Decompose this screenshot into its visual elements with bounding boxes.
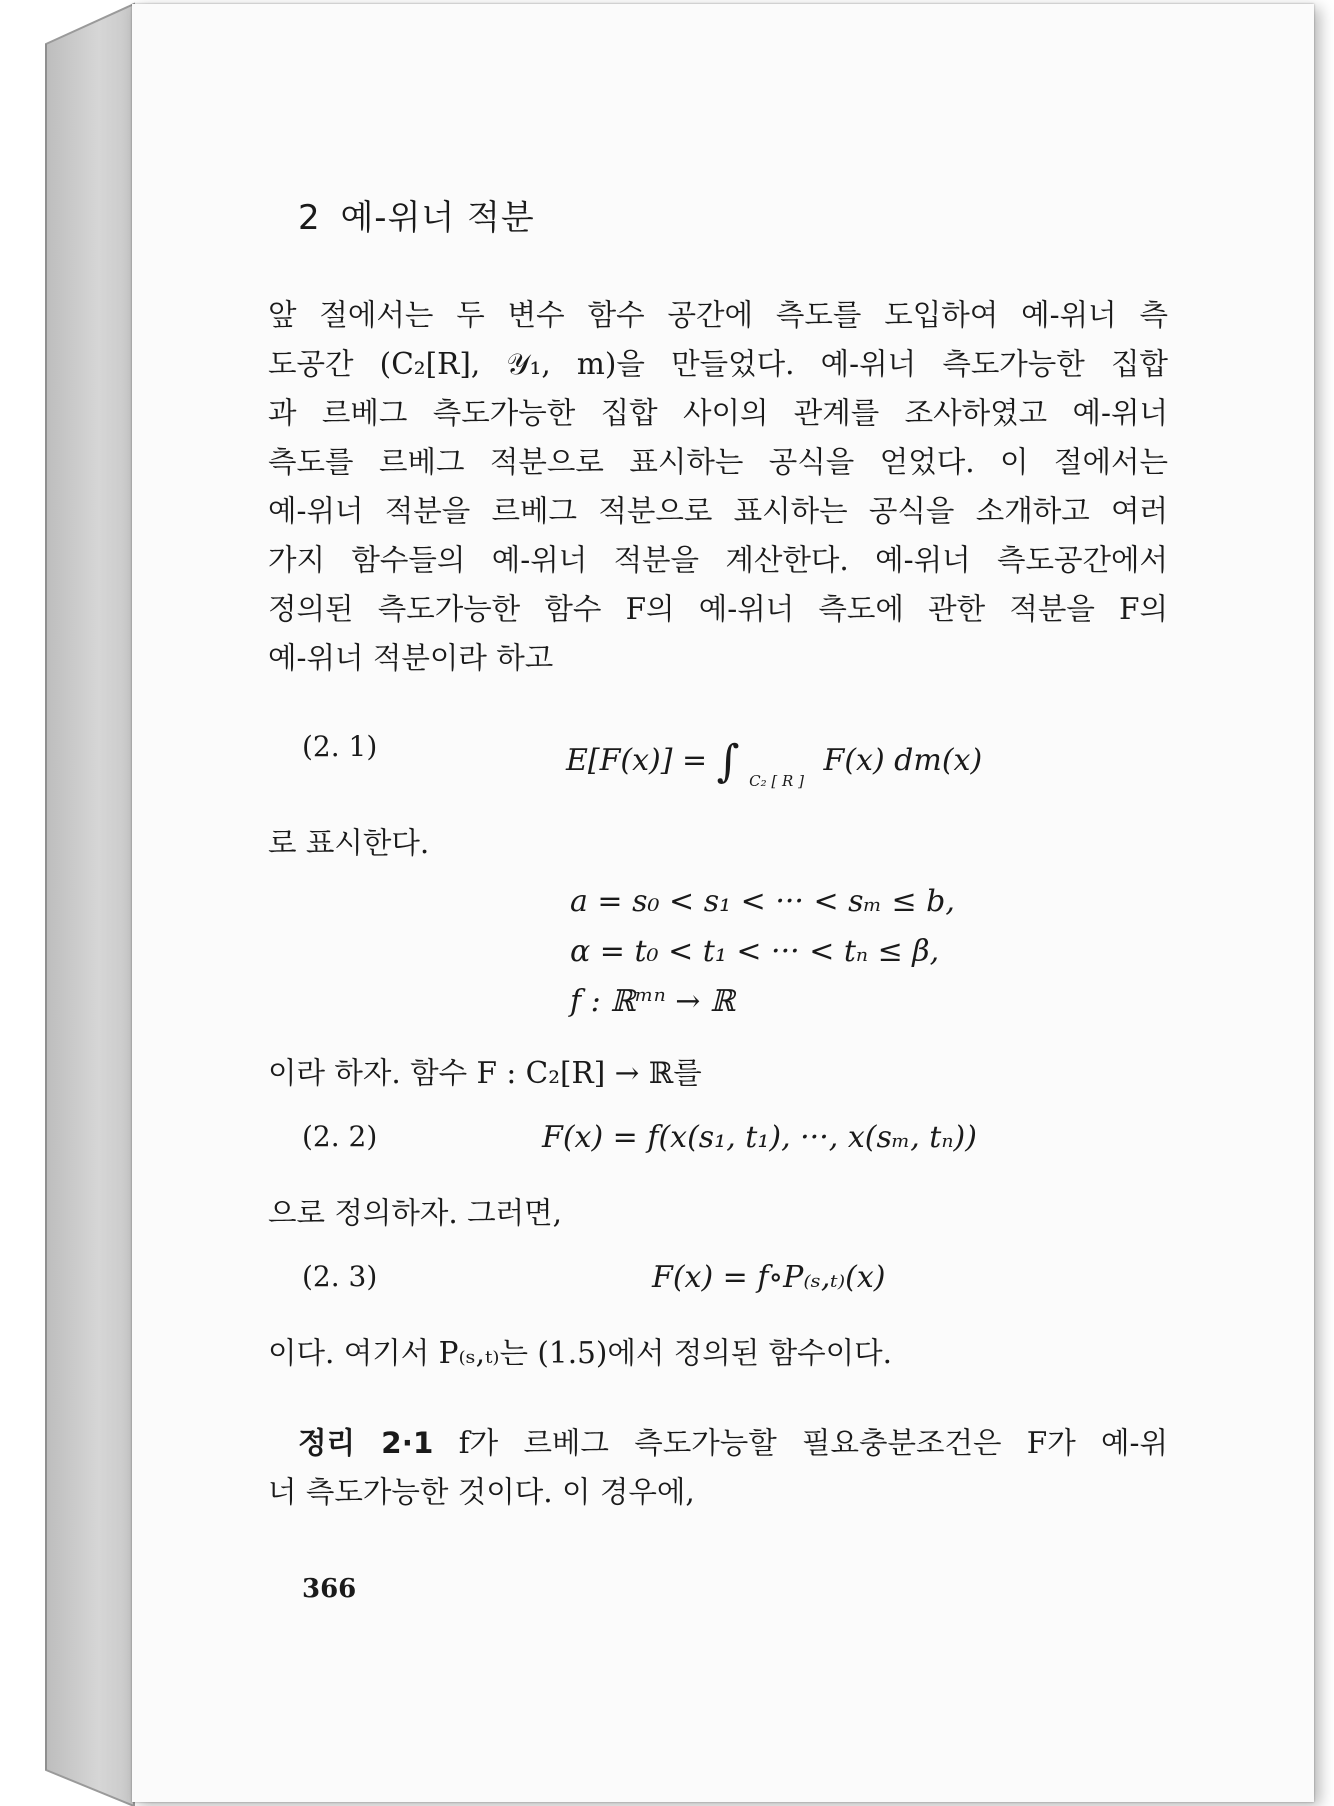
book-page xyxy=(132,4,1314,1802)
equation-number: (2. 1) xyxy=(302,730,378,763)
equation-rhs: F(x) dm(x) xyxy=(823,743,983,778)
intro-line: 정의된 측도가능한 함수 F의 예-위너 측도에 관한 적분을 F의 xyxy=(268,592,1168,626)
intro-line: 과 르베그 측도가능한 집합 사이의 관계를 조사하였고 예-위너 xyxy=(268,396,1168,430)
book-spine xyxy=(0,0,140,1806)
define-text: 으로 정의하자. 그러면, xyxy=(268,1196,562,1230)
condition-line: f : ℝᵐⁿ → ℝ xyxy=(570,984,735,1019)
intro-line: 도공간 (C₂[R], 𝒴₁, m)을 만들었다. 예-위너 측도가능한 집합 xyxy=(268,347,1168,381)
after-equation-text: 로 표시한다. xyxy=(268,826,430,860)
section-title: 예-위너 적분 xyxy=(340,198,535,238)
section-heading xyxy=(298,190,535,239)
theorem-line-2: 너 측도가능한 것이다. 이 경우에, xyxy=(268,1475,695,1509)
intro-line: 앞 절에서는 두 변수 함수 공간에 측도를 도입하여 예-위너 측 xyxy=(268,298,1168,332)
section-number: 2 xyxy=(298,198,321,238)
intro-line: 예-위너 적분을 르베그 적분으로 표시하는 공식을 소개하고 여러 xyxy=(268,494,1168,528)
equation-number: (2. 2) xyxy=(302,1120,378,1153)
equation-lhs: E[F(x)] = xyxy=(566,743,708,778)
theorem-line-1 xyxy=(298,1420,1168,1462)
intro-line: 측도를 르베그 적분으로 표시하는 공식을 얻었다. 이 절에서는 xyxy=(268,445,1168,479)
equation-2-2: F(x) = f(x(s₁, t₁), ···, x(sₘ, tₙ)) xyxy=(542,1120,977,1155)
page-number: 366 xyxy=(302,1574,357,1604)
condition-line: α = t₀ < t₁ < ··· < tₙ ≤ β, xyxy=(570,934,940,969)
intro-line: 예-위너 적분이라 하고 xyxy=(268,641,554,675)
note-text: 이다. 여기서 P₍ₛ,ₜ₎는 (1.5)에서 정의된 함수이다. xyxy=(268,1336,892,1370)
theorem-2-1 xyxy=(268,1420,1168,1520)
condition-line: a = s₀ < s₁ < ··· < sₘ ≤ b, xyxy=(570,884,955,919)
integral-sign: ∫ xyxy=(716,736,740,787)
equation-2-1 xyxy=(566,730,983,790)
theorem-text: f가 르베그 측도가능할 필요충분조건은 F가 예-위 xyxy=(458,1426,1168,1460)
intro-line: 가지 함수들의 예-위너 적분을 계산한다. 예-위너 측도공간에서 xyxy=(268,543,1168,577)
integral-domain: C₂ [ R ] xyxy=(749,772,804,790)
theorem-label: 정리 2·1 xyxy=(298,1426,434,1460)
intro-paragraph xyxy=(268,292,1168,692)
let-text: 이라 하자. 함수 F : C₂[R] → ℝ를 xyxy=(268,1056,702,1090)
equation-2-3: F(x) = f∘P₍ₛ,ₜ₎(x) xyxy=(652,1260,886,1295)
equation-number: (2. 3) xyxy=(302,1260,378,1293)
